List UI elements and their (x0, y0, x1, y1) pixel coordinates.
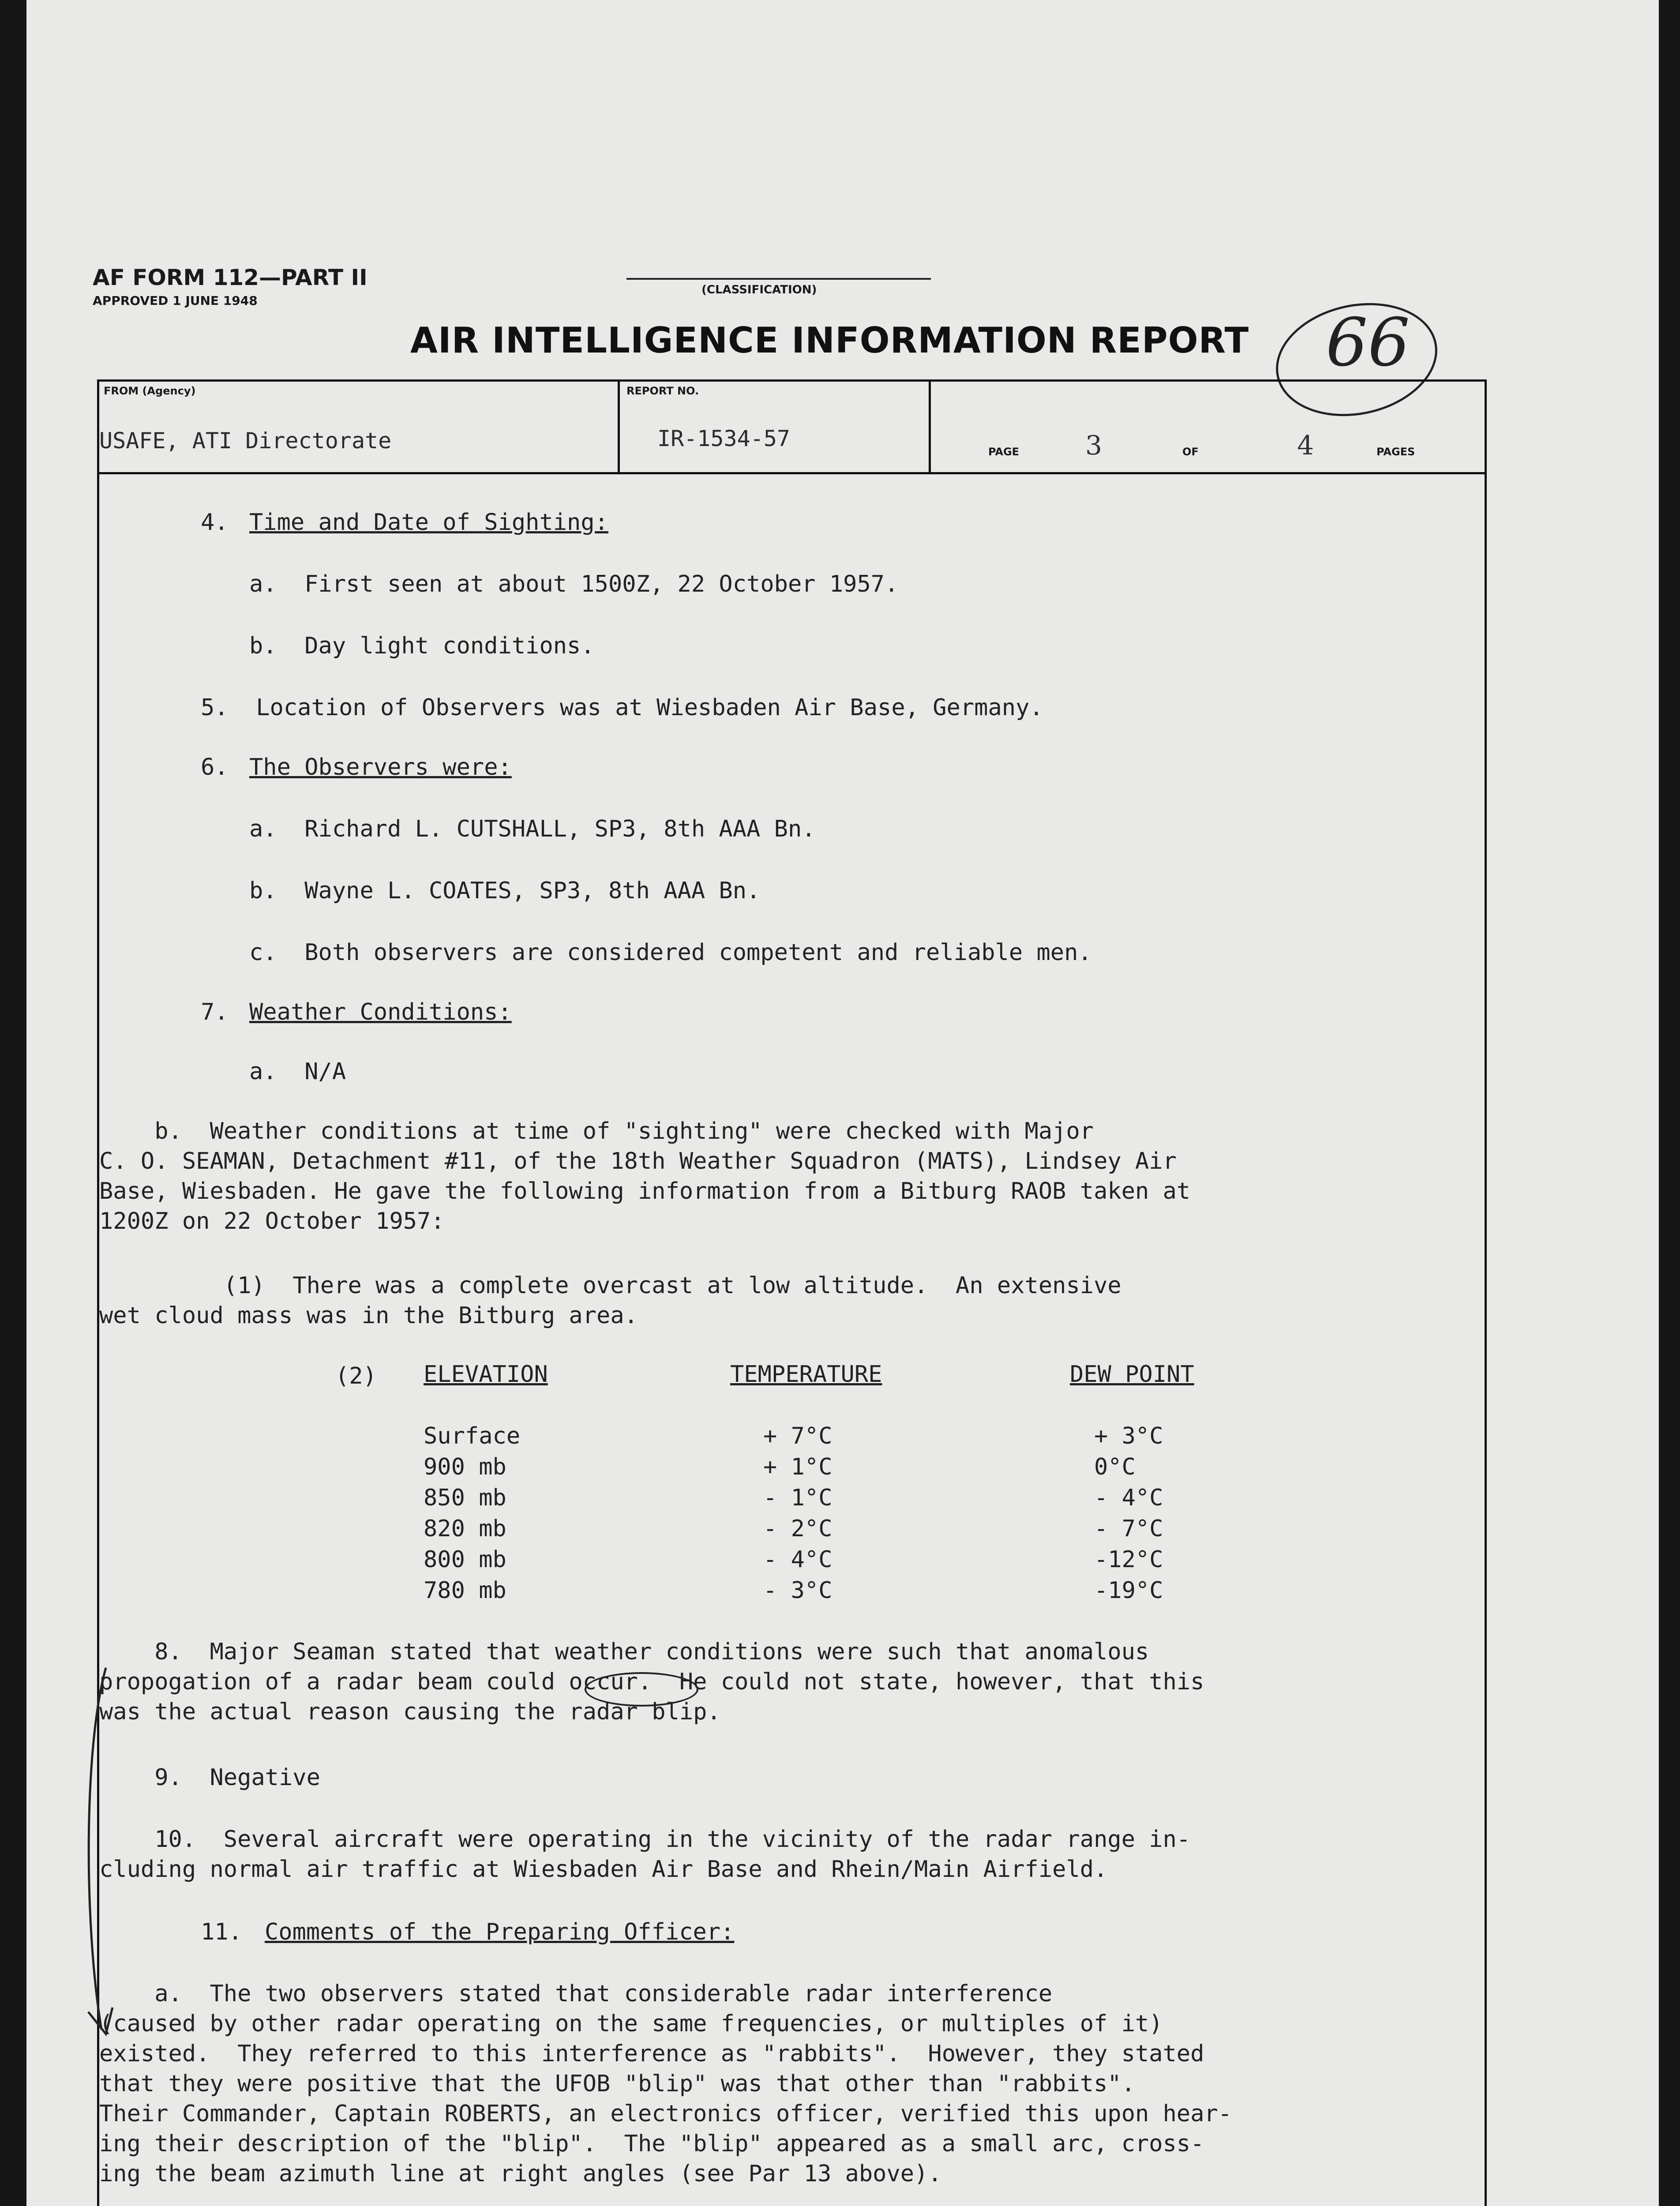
of-label: OF (1182, 446, 1199, 458)
section-6-number: 6. (201, 754, 229, 780)
section-5: 5. Location of Observers was at Wiesbaden Air Base, Germany. (201, 694, 1043, 721)
of-value: 4 (1297, 430, 1314, 461)
from-value: USAFE, ATI Directorate (99, 428, 392, 454)
section-6a: a. Richard L. CUTSHALL, SP3, 8th AAA Bn. (249, 816, 816, 842)
table-cell: 800 mb (424, 1546, 506, 1573)
table-cell: - 2°C (763, 1516, 832, 1542)
section-10-line-2: cluding normal air traffic at Wiesbaden Air Base and Rhein/Main Airfield. (99, 1856, 1108, 1883)
table-cell: - 4°C (1094, 1485, 1163, 1511)
section-7b-line-2: C. O. SEAMAN, Detachment #11, of the 18th Weather Squadron (MATS), Lindsey Air (99, 1148, 1177, 1174)
table-cell: 780 mb (424, 1577, 506, 1604)
section-11a-line-4: that they were positive that the UFOB "blip" was that other than "rabbits". (99, 2071, 1135, 2097)
section-7b2-number: (2) (335, 1363, 377, 1389)
section-11-number: 11. (201, 1919, 242, 1945)
header-row (97, 379, 1485, 474)
table-cell: - 4°C (763, 1546, 832, 1573)
table-cell: + 7°C (763, 1423, 832, 1449)
table-header-dew-point: DEW POINT (1070, 1361, 1194, 1388)
section-4-title: Time and Date of Sighting: (249, 509, 608, 536)
section-7b-line-3: Base, Wiesbaden. He gave the following information from a Bitburg RAOB taken at (99, 1178, 1191, 1204)
section-8-line-3: was the actual reason causing the radar blip. (99, 1699, 721, 1725)
report-no-label: REPORT NO. (626, 385, 699, 397)
section-7a: a. N/A (249, 1058, 346, 1085)
section-11a-line-2: (caused by other radar operating on the same frequencies, or multiples of it) (99, 2011, 1163, 2037)
report-title: AIR INTELLIGENCE INFORMATION REPORT (410, 320, 1249, 361)
table-cell: - 1°C (763, 1485, 832, 1511)
section-8-line-1: 8. Major Seaman stated that weather conditions were such that anomalous (99, 1639, 1149, 1665)
classification-line-top (626, 278, 931, 280)
handwritten-arrow (71, 1659, 124, 2056)
section-6b: b. Wayne L. COATES, SP3, 8th AAA Bn. (249, 878, 761, 904)
section-11-title: Comments of the Preparing Officer: (265, 1919, 735, 1945)
table-cell: + 1°C (763, 1454, 832, 1480)
section-11a-line-1: a. The two observers stated that considerable radar interference (99, 1981, 1053, 2007)
table-cell: 850 mb (424, 1485, 506, 1511)
section-6c: c. Both observers are considered competent and reliable men. (249, 939, 1092, 966)
section-11a-line-7: ing the beam azimuth line at right angles (see Par 13 above). (99, 2161, 942, 2187)
section-11a-line-5: Their Commander, Captain ROBERTS, an electronics officer, verified this upon hear- (99, 2101, 1232, 2127)
table-cell: -12°C (1094, 1546, 1163, 1573)
section-7b-line-1: b. Weather conditions at time of "sighting" were checked with Major (99, 1118, 1094, 1144)
table-cell: - 7°C (1094, 1516, 1163, 1542)
section-4-number: 4. (201, 509, 229, 536)
table-header-temperature: TEMPERATURE (730, 1361, 882, 1388)
classification-label-top: (CLASSIFICATION) (701, 283, 817, 296)
section-6-title: The Observers were: (249, 754, 512, 780)
section-7b1-line-2: wet cloud mass was in the Bitburg area. (99, 1302, 638, 1329)
document-sheet (26, 0, 1659, 2206)
pages-label: PAGES (1376, 446, 1415, 458)
from-label: FROM (Agency) (104, 385, 196, 397)
table-header-elevation: ELEVATION (424, 1361, 548, 1388)
handwritten-number: 66 (1326, 304, 1410, 381)
header-divider-1 (618, 379, 620, 472)
section-9: 9. Negative (99, 1764, 320, 1791)
form-approved-date: APPROVED 1 JUNE 1948 (93, 293, 258, 308)
page-label: PAGE (988, 446, 1020, 458)
section-11a-line-3: existed. They referred to this interference as "rabbits". However, they stated (99, 2041, 1204, 2067)
table-cell: 820 mb (424, 1516, 506, 1542)
table-cell: - 3°C (763, 1577, 832, 1604)
handwritten-circle-could (585, 1672, 698, 1707)
section-10-line-1: 10. Several aircraft were operating in the vicinity of the radar range in- (99, 1826, 1191, 1853)
section-11a-line-6: ing their description of the "blip". The "blip" appeared as a small arc, cross- (99, 2131, 1204, 2157)
table-cell: -19°C (1094, 1577, 1163, 1604)
section-8-line-2: propogation of a radar beam could occur. He could not state, however, that this (99, 1669, 1204, 1695)
report-no-value: IR-1534-57 (657, 426, 791, 451)
section-4a: a. First seen at about 1500Z, 22 October 1957. (249, 571, 899, 597)
section-7b-line-4: 1200Z on 22 October 1957: (99, 1208, 445, 1234)
page-value: 3 (1085, 430, 1102, 461)
table-cell: + 3°C (1094, 1423, 1163, 1449)
header-divider-2 (929, 379, 931, 472)
table-cell: 0°C (1094, 1454, 1136, 1480)
section-7-title: Weather Conditions: (249, 999, 512, 1025)
section-7-number: 7. (201, 999, 229, 1025)
form-id: AF FORM 112—PART II (93, 265, 368, 290)
section-4b: b. Day light conditions. (249, 633, 595, 659)
table-cell: 900 mb (424, 1454, 506, 1480)
section-7b1-line-1: (1) There was a complete overcast at low altitude. An extensive (99, 1272, 1121, 1299)
table-cell: Surface (424, 1423, 521, 1449)
